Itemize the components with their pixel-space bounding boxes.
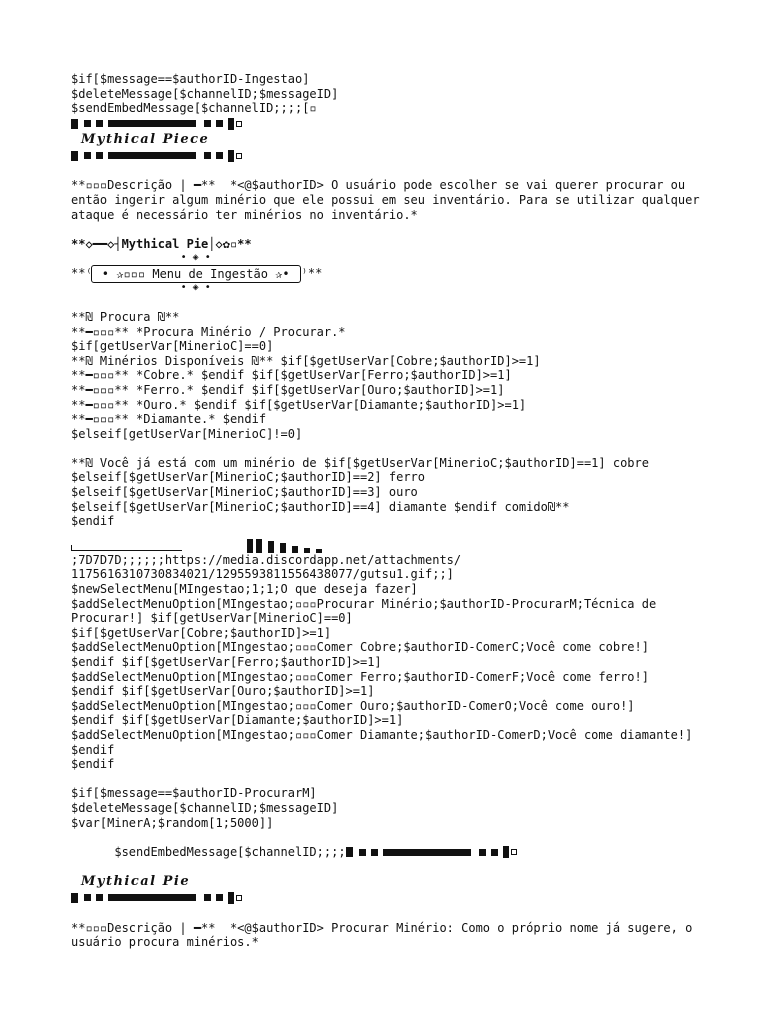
code-line: **₪ Minérios Disponíveis ₪** $if[$getUserVar[Cobre;$authorID]>=1] (71, 353, 541, 368)
code-line: $endif $if[$getUserVar[Diamante;$authorID]>=1] (71, 713, 404, 728)
code-line: **₪ Procura ₪** (71, 309, 180, 324)
code-line: $endif (71, 514, 115, 529)
menu-prefix: **⁽ (71, 266, 93, 281)
status-paragraph: **₪ Você já está com um minério de $if[$getUserVar[MinerioC;$authorID]==1] cobre $elseif[$getUserVar[MinerioC;$authorID]==2] ferro $elseif[$getUserVar[MinerioC;$authorID]==3] ouro $elseif[$getUserVar[MinerioC;$authorID]==4] diamante $endif comido₪** (71, 455, 657, 514)
section-heading: **◇━━◇┤Mythical Pie│◇✿▫** (71, 236, 252, 251)
description-paragraph: **▫▫▫Descrição | ━** *<@$authorID> Procurar Minério: Como o próprio nome já sugere, o usuário procura minérios.* (71, 920, 700, 950)
code-line: $endif (71, 757, 115, 772)
code-line: $addSelectMenuOption[MIngestao;▫▫▫Comer Ouro;$authorID-ComerO;Você come ouro!] (71, 698, 635, 713)
frame-dots-top: • ◈ • (180, 252, 211, 264)
code-line: $if[$getUserVar[Cobre;$authorID]>=1] (71, 625, 332, 640)
code-line: 1175616310730834021/1295593811556438077/gutsu1.gif;;] (71, 567, 454, 582)
code-line: $elseif[getUserVar[MinerioC]!=0] (71, 426, 303, 441)
code-line: **━▫▫▫** *Cobre.* $endif $if[$getUserVar[Ferro;$authorID]>=1] (71, 368, 512, 383)
code-line: **━▫▫▫** *Procura Minério / Procurar.* (71, 324, 346, 339)
frame-dots-bottom: • ◈ • (180, 282, 211, 294)
code-line: $if[getUserVar[MinerioC]==0] (71, 339, 274, 354)
code-line: $endif $if[$getUserVar[Ferro;$authorID]>=1] (71, 655, 382, 669)
decorative-divider (71, 118, 711, 130)
description-paragraph: **▫▫▫Descrição | ━** *<@$authorID> O usuário pode escolher se vai querer procurar ou então ingerir algum minério que ele possui em seu inventário. Para se utilizar qualquer ataque é necessário ter minérios no inventário.* (71, 178, 707, 222)
code-line: **━▫▫▫** *Diamante.* $endif (71, 412, 267, 427)
code-line: $newSelectMenu[MIngestao;1;1;O que deseja fazer] (71, 582, 418, 597)
code-line: **━▫▫▫** *Ferro.* $endif $if[$getUserVar[Ouro;$authorID]>=1] (71, 382, 505, 397)
code-line: $deleteMessage[$channelID;$messageID] (71, 800, 339, 815)
code-line: $if[$message==$authorID-ProcurarM] (71, 786, 317, 801)
code-line: $deleteMessage[$channelID;$messageID] (71, 86, 339, 101)
embed-title: Mythical Piece (81, 131, 210, 147)
decorative-divider (346, 846, 517, 858)
code-line: $endif $if[$getUserVar[Ouro;$authorID]>=1] (71, 684, 375, 699)
menu-frame (71, 251, 711, 295)
code-line: ;7D7D7D;;;;;;https://media.discordapp.net/attachments/ (71, 552, 462, 567)
code-line: $if[$message==$authorID-Ingestao] (71, 72, 310, 86)
menu-suffix: ⁾** (300, 266, 323, 281)
document-body (71, 72, 711, 950)
code-line: $addSelectMenuOption[MIngestao;▫▫▫Procurar Minério;$authorID-ProcurarM;Técnica de Procurar!] $if[getUserVar[MinerioC]==0] (71, 596, 664, 626)
code-line (71, 830, 711, 874)
embed-title: Mythical Pie (81, 873, 191, 889)
decorative-divider (71, 150, 711, 162)
code-line: $sendEmbedMessage[$channelID;;;;[▫ (71, 101, 317, 116)
code-line: **━▫▫▫** *Ouro.* $endif $if[$getUserVar[Diamante;$authorID]>=1] (71, 397, 527, 412)
code-line: $addSelectMenuOption[MIngestao;▫▫▫Comer Diamante;$authorID-ComerD;Você come diamante!] $endif (71, 727, 700, 757)
code-line: $addSelectMenuOption[MIngestao;▫▫▫Comer Cobre;$authorID-ComerC;Você come cobre!] (71, 640, 649, 655)
code-text: $sendEmbedMessage[$channelID;;;; (114, 844, 346, 859)
code-line: $addSelectMenuOption[MIngestao;▫▫▫Comer Ferro;$authorID-ComerF;Você come ferro!] (71, 669, 649, 684)
code-line: $var[MinerA;$random[1;5000]] (71, 815, 274, 830)
decorative-divider (71, 892, 711, 904)
menu-title: • ✰▫▫▫ Menu de Ingestão ✰• (91, 265, 301, 283)
decorative-strip (71, 537, 711, 553)
